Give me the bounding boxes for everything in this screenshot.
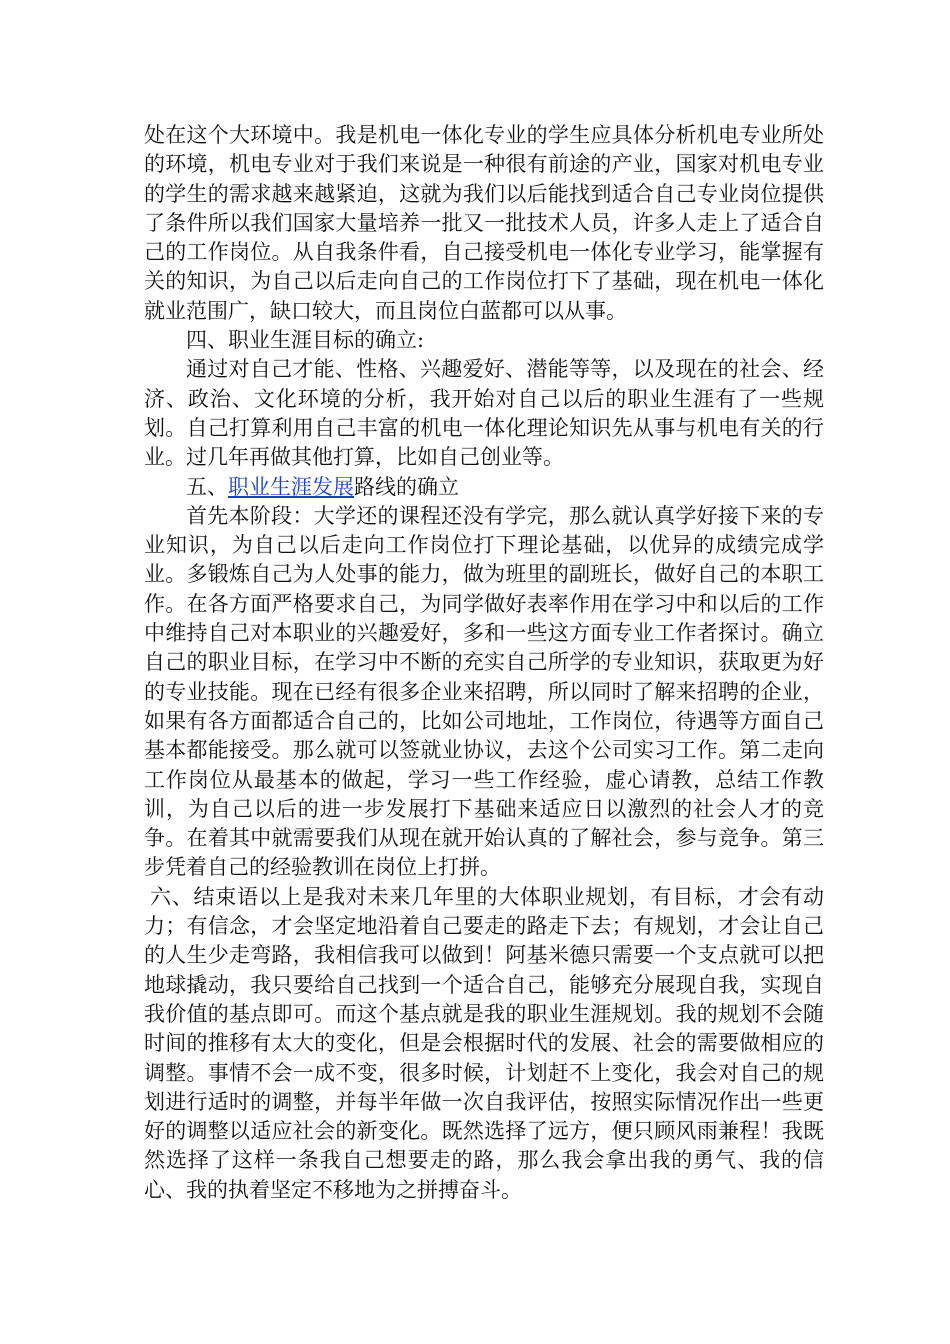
heading-career-route-suffix: 路线的确立: [354, 474, 459, 499]
heading-career-goal: 四、职业生涯目标的确立:: [186, 328, 425, 353]
paragraph-environment: 处在这个大环境中。我是机电一体化专业的学生应具体分析机电专业所处的环境，机电专业对于我们来说是一种很有前途的产业，国家对机电专业的学生的需求越来越紧迫，这就为我们以后能找到适合自己专业岗位提供了条件所以我们国家大量培养一批又一批技术人员，许多人走上了适合自己的工作岗位。从自我条件看，自己接受机电一体化专业学习，能掌握有关的知识，为自己以后走向自己的工作岗位打下了基础，现在机电一体化就业范围广，缺口较大，而且岗位白蓝都可以从事。: [144, 123, 824, 323]
heading-career-route-prefix: 五、: [186, 474, 228, 499]
document-page: [144, 121, 824, 1205]
paragraph-career-route: 首先本阶段：大学还的课程还没有学完，那么就认真学好接下来的专业知识，为自己以后走向工作岗位打下理论基础，以优异的成绩完成学业。多锻炼自己为人处事的能力，做为班里的副班长，做好自己的本职工作。在各方面严格要求自己，为同学做好表率作用在学习中和以后的工作中维持自己对本职业的兴趣爱好，多和一些这方面专业工作者探讨。确立自己的职业目标，在学习中不断的充实自己所学的专业知识，获取更为好的专业技能。现在已经有很多企业来招聘，所以同时了解来招聘的企业，如果有各方面都适合自己的，比如公司地址，工作岗位，待遇等方面自己基本都能接受。那么就可以签就业协议，去这个公司实习工作。第二走向工作岗位从最基本的做起，学习一些工作经验，虚心请教，总结工作教训，为自己以后的进一步发展打下基础来适应日以激烈的社会人才的竞争。在着其中就需要我们从现在就开始认真的了解社会，参与竞争。第三步凭着自己的经验教训在岗位上打拼。: [144, 503, 824, 880]
career-development-link[interactable]: 职业生涯发展: [228, 474, 354, 499]
paragraph-conclusion: 六、结束语以上是我对未来几年里的大体职业规划，有目标，才会有动力；有信念，才会坚定地沿着自己要走的路走下去；有规划，才会让自己的人生少走弯路，我相信我可以做到！阿基米德只需要一个支点就可以把地球撬动，我只要给自己找到一个适合自己，能够充分展现自我，实现自我价值的基点即可。而这个基点就是我的职业生涯规划。我的规划不会随时间的推移有太大的变化，但是会根据时代的发展、社会的需要做相应的调整。事情不会一成不变，很多时候，计划赶不上变化，我会对自己的规划进行适时的调整，并每半年做一次自我评估，按照实际情况作出一些更好的调整以适应社会的新变化。既然选择了远方，便只顾风雨兼程！我既然选择了这样一条我自己想要走的路，那么我会拿出我的勇气、我的信心、我的执着坚定不移地为之拼搏奋斗。: [144, 884, 824, 1202]
heading-career-route: [144, 473, 824, 502]
paragraph-career-goal: 通过对自己才能、性格、兴趣爱好、潜能等等，以及现在的社会、经济、政治、文化环境的分析，我开始对自己以后的职业生涯有了一些规划。自己打算利用自己丰富的机电一体化理论知识先从事与机电有关的行业。过几年再做其他打算，比如自己创业等。: [144, 357, 824, 470]
